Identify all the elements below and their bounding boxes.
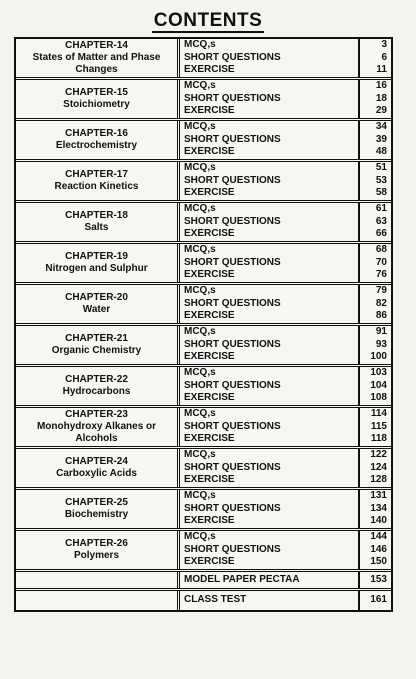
chapter-row [16, 408, 391, 449]
chapter-name: Reaction Kinetics [54, 181, 139, 192]
section-label: EXERCISE [184, 228, 235, 240]
chapter-name: Nitrogen and Sulphur [45, 263, 148, 274]
section-label: MCQ,s [184, 449, 216, 461]
chapter-name: Organic Chemistry [51, 345, 142, 356]
page-title: CONTENTS [153, 10, 263, 31]
empty-cell [16, 572, 180, 588]
section-label: SHORT QUESTIONS [184, 338, 281, 350]
section-label: MCQ,s [184, 326, 216, 338]
section-label: EXERCISE [184, 187, 235, 199]
page-numbers [358, 326, 391, 364]
page-number: 63 [375, 215, 387, 227]
page-numbers [358, 39, 391, 77]
page-number: 144 [370, 531, 387, 543]
extra-row [16, 591, 391, 610]
page-number: 124 [370, 461, 387, 473]
section-list [180, 367, 358, 405]
chapter-row [16, 531, 391, 572]
page-number: 153 [358, 572, 391, 588]
section-list [180, 408, 358, 446]
page-numbers [358, 121, 391, 159]
chapter-row [16, 449, 391, 490]
chapter-title-cell [16, 531, 180, 569]
chapter-name: Changes [75, 64, 118, 75]
chapter-number: CHAPTER-14 [65, 40, 128, 51]
chapter-number: CHAPTER-17 [65, 169, 128, 180]
chapter-row [16, 367, 391, 408]
chapter-title-cell [16, 162, 180, 200]
page-number: 146 [370, 543, 387, 555]
section-label: EXERCISE [184, 310, 235, 322]
chapter-name: Salts [84, 222, 109, 233]
page-number: 134 [370, 502, 387, 514]
section-label: MCQ,s [184, 162, 216, 174]
chapter-row [16, 121, 391, 162]
chapter-title-cell [16, 408, 180, 446]
section-label: SHORT QUESTIONS [184, 543, 281, 555]
chapter-number: CHAPTER-20 [65, 292, 128, 303]
chapter-row [16, 80, 391, 121]
extra-label: CLASS TEST [184, 594, 247, 606]
chapter-row [16, 39, 391, 80]
section-list [180, 531, 358, 569]
page-numbers [358, 80, 391, 118]
section-label: MCQ,s [184, 490, 216, 502]
page-number: 82 [375, 297, 387, 309]
page-numbers [358, 367, 391, 405]
section-list [180, 326, 358, 364]
page-number: 100 [370, 351, 387, 363]
section-label: MCQ,s [184, 39, 216, 51]
section-label: MCQ,s [184, 203, 216, 215]
page-number: 122 [370, 449, 387, 461]
chapter-name: Carboxylic Acids [56, 468, 137, 479]
page-number: 51 [375, 162, 387, 174]
empty-cell [16, 591, 180, 610]
page-numbers [358, 490, 391, 528]
page-numbers [358, 285, 391, 323]
section-label: MCQ,s [184, 285, 216, 297]
page-number: 93 [375, 338, 387, 350]
section-label: SHORT QUESTIONS [184, 133, 281, 145]
chapter-name: Hydrocarbons [62, 386, 131, 397]
extra-row [16, 572, 391, 591]
chapter-number: CHAPTER-16 [65, 128, 128, 139]
section-label: EXERCISE [184, 64, 235, 76]
chapter-name: Polymers [73, 550, 120, 561]
page-number: 108 [370, 392, 387, 404]
page-number: 104 [370, 379, 387, 391]
contents-table [14, 37, 393, 612]
chapter-title-cell [16, 490, 180, 528]
section-label: EXERCISE [184, 474, 235, 486]
section-label: SHORT QUESTIONS [184, 92, 281, 104]
section-label: SHORT QUESTIONS [184, 215, 281, 227]
chapter-name: Stoichiometry [63, 99, 130, 110]
page-number: 18 [375, 92, 387, 104]
section-label: SHORT QUESTIONS [184, 256, 281, 268]
section-label: MCQ,s [184, 121, 216, 133]
chapter-title-cell [16, 285, 180, 323]
section-label: MCQ,s [184, 80, 216, 92]
section-label: SHORT QUESTIONS [184, 420, 281, 432]
section-label: EXERCISE [184, 269, 235, 281]
section-label: EXERCISE [184, 556, 235, 568]
page-number: 86 [375, 310, 387, 322]
page-number: 6 [381, 51, 387, 63]
page-number: 128 [370, 474, 387, 486]
chapter-row [16, 490, 391, 531]
page-number: 53 [375, 174, 387, 186]
page-number: 150 [370, 556, 387, 568]
chapter-number: CHAPTER-15 [65, 87, 128, 98]
chapter-title-cell [16, 121, 180, 159]
chapter-number: CHAPTER-22 [65, 374, 128, 385]
page-number: 29 [375, 105, 387, 117]
chapter-number: CHAPTER-24 [65, 456, 128, 467]
chapter-title-cell [16, 244, 180, 282]
page-number: 70 [375, 256, 387, 268]
chapter-title-cell [16, 39, 180, 77]
section-list [180, 449, 358, 487]
chapter-number: CHAPTER-25 [65, 497, 128, 508]
chapter-row [16, 162, 391, 203]
page-number: 79 [375, 285, 387, 297]
page-number: 3 [381, 39, 387, 51]
extra-label: MODEL PAPER PECTAA [184, 573, 300, 585]
chapter-number: CHAPTER-23 [65, 409, 128, 420]
section-label: SHORT QUESTIONS [184, 297, 281, 309]
page-number: 161 [358, 591, 391, 610]
page-numbers [358, 244, 391, 282]
page-number: 11 [376, 64, 387, 76]
section-label: MCQ,s [184, 367, 216, 379]
chapter-name: Water [82, 304, 111, 315]
section-label: EXERCISE [184, 105, 235, 117]
section-list [180, 244, 358, 282]
section-list [180, 80, 358, 118]
page-number: 91 [375, 326, 387, 338]
chapter-title-cell [16, 80, 180, 118]
page-numbers [358, 408, 391, 446]
page-number: 118 [370, 433, 387, 445]
section-label: EXERCISE [184, 433, 235, 445]
chapter-title-cell [16, 449, 180, 487]
chapter-name: States of Matter and Phase [32, 52, 161, 63]
chapter-name: Monohydroxy Alkanes or [36, 421, 157, 432]
section-label: MCQ,s [184, 408, 216, 420]
section-label: MCQ,s [184, 244, 216, 256]
section-label: SHORT QUESTIONS [184, 502, 281, 514]
page-number: 114 [370, 408, 387, 420]
section-label: SHORT QUESTIONS [184, 461, 281, 473]
section-label: EXERCISE [184, 392, 235, 404]
section-label: EXERCISE [184, 351, 235, 363]
chapter-name: Electrochemistry [55, 140, 138, 151]
page-number: 76 [375, 269, 387, 281]
page-numbers [358, 531, 391, 569]
section-label: EXERCISE [184, 146, 235, 158]
section-label: SHORT QUESTIONS [184, 379, 281, 391]
chapter-title-cell [16, 367, 180, 405]
section-list [180, 285, 358, 323]
section-list [180, 490, 358, 528]
chapter-name: Alcohols [75, 433, 118, 444]
chapter-row [16, 244, 391, 285]
page-numbers [358, 203, 391, 241]
chapter-title-cell [16, 203, 180, 241]
section-label: SHORT QUESTIONS [184, 174, 281, 186]
section-list [180, 203, 358, 241]
section-list [180, 121, 358, 159]
page-number: 115 [370, 420, 387, 432]
page-numbers [358, 162, 391, 200]
page-number: 58 [375, 187, 387, 199]
chapter-title-cell [16, 326, 180, 364]
page-number: 103 [370, 367, 387, 379]
page-number: 39 [375, 133, 387, 145]
section-list [180, 162, 358, 200]
chapter-row [16, 285, 391, 326]
page-number: 68 [375, 244, 387, 256]
page-number: 66 [375, 228, 387, 240]
section-label: MCQ,s [184, 531, 216, 543]
section-label: SHORT QUESTIONS [184, 51, 281, 63]
page-number: 48 [375, 146, 387, 158]
chapter-number: CHAPTER-19 [65, 251, 128, 262]
chapter-row [16, 326, 391, 367]
chapter-number: CHAPTER-21 [65, 333, 128, 344]
page-number: 34 [375, 121, 387, 133]
page-number: 131 [370, 490, 387, 502]
section-label: EXERCISE [184, 515, 235, 527]
section-list [180, 39, 358, 77]
chapter-row [16, 203, 391, 244]
page-numbers [358, 449, 391, 487]
chapter-number: CHAPTER-26 [65, 538, 128, 549]
page-number: 140 [370, 515, 387, 527]
chapter-number: CHAPTER-18 [65, 210, 128, 221]
page-number: 61 [375, 203, 387, 215]
page-number: 16 [375, 80, 387, 92]
chapter-name: Biochemistry [64, 509, 129, 520]
